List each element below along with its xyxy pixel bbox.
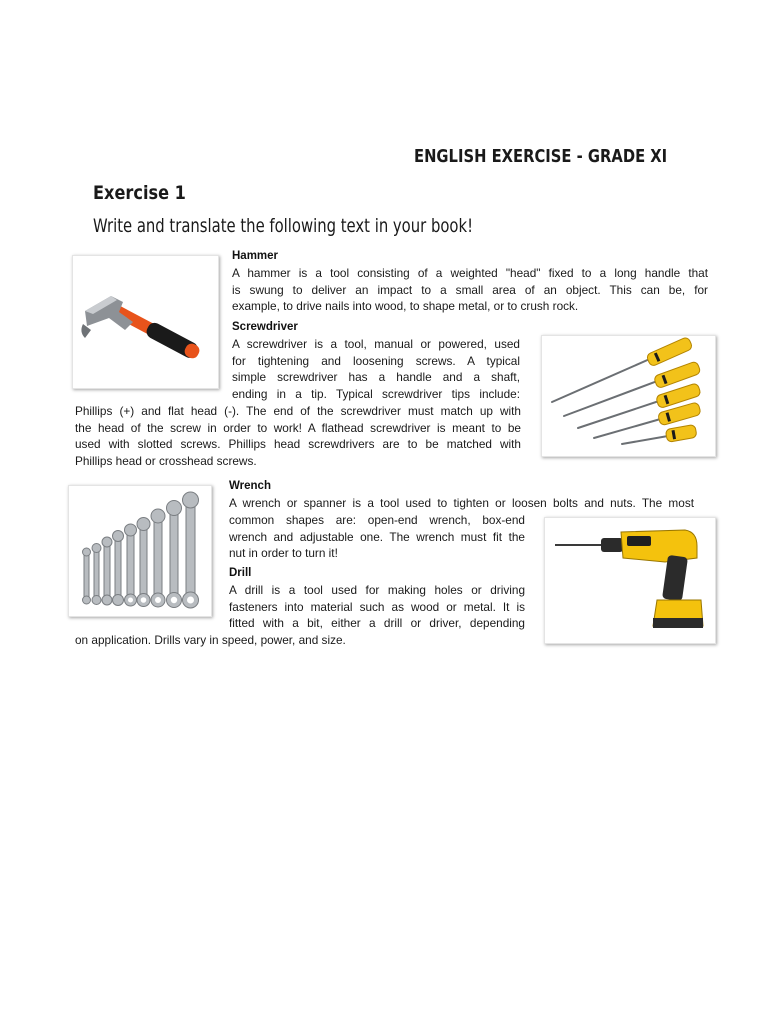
screwdriver-line: the head of the screw in order to work! A flathead screwdriver is meant to be	[75, 420, 521, 435]
screwdriver-line: Phillips (+) and flat head (-). The end of the screwdriver must match up with	[75, 404, 521, 418]
screwdriver-line: for tightening and loosening screws. A typical	[232, 353, 520, 368]
wrench-icon	[69, 486, 211, 616]
hammer-line: is swung to deliver an impact to a small area of an object. This can be, for	[232, 282, 708, 297]
drill-icon	[545, 518, 715, 643]
drill-line: A drill is a tool used for making holes or driving	[229, 583, 525, 597]
wrench-heading: Wrench	[229, 480, 271, 492]
hammer-heading: Hammer	[232, 250, 279, 262]
hammer-text	[232, 265, 708, 315]
drill-text-upper	[229, 582, 525, 632]
exercise-instruction: Write and translate the following text in your book!	[93, 215, 474, 237]
wrench-line: A wrench or spanner is a tool used to tighten or loosen bolts and nuts. The most	[229, 496, 694, 510]
screwdriver-line: A screwdriver is a tool, manual or powered, used	[232, 337, 520, 351]
hammer-line: A hammer is a tool consisting of a weighted "head" fixed to a long handle that	[232, 266, 708, 280]
wrench-set-image	[68, 485, 212, 617]
screwdriver-line: Phillips head or crosshead screws.	[75, 454, 257, 469]
drill-line: fasteners into material such as wood or metal. It is	[229, 599, 525, 614]
wrench-line: nut in order to turn it!	[229, 546, 338, 561]
drill-line: on application. Drills vary in speed, power, and size.	[75, 633, 346, 647]
screwdriver-text-upper	[232, 336, 520, 403]
screwdriver-line: ending in a tip. Typical screwdriver tips include:	[232, 387, 520, 402]
screwdriver-icon	[542, 336, 715, 456]
drill-text-lower	[75, 632, 395, 649]
screwdriver-text-lower	[75, 403, 521, 470]
wrench-line: common shapes are: open-end wrench, box-end	[229, 513, 525, 527]
hammer-line: example, to drive nails into wood, to shape metal, or to crush rock.	[232, 299, 579, 314]
wrench-text-upper	[229, 495, 694, 512]
wrench-line: wrench and adjustable one. The wrench must fit the	[229, 529, 525, 544]
cordless-drill-image	[544, 517, 716, 644]
screwdriver-line: used with slotted screws. Phillips head screwdrivers are to be matched with	[75, 437, 521, 452]
drill-heading: Drill	[229, 567, 252, 579]
exercise-title: Exercise 1	[93, 182, 186, 204]
hammer-image	[72, 255, 219, 389]
screwdriver-line: simple screwdriver has a handle and a shaft,	[232, 370, 520, 385]
hammer-icon	[73, 256, 218, 388]
screwdriver-set-image	[541, 335, 716, 457]
drill-line: fitted with a bit, either a drill or driver, depending	[229, 616, 525, 631]
page-title: ENGLISH EXERCISE - GRADE XI	[414, 146, 668, 167]
screwdriver-heading: Screwdriver	[232, 321, 298, 333]
wrench-text-lower	[229, 512, 525, 562]
